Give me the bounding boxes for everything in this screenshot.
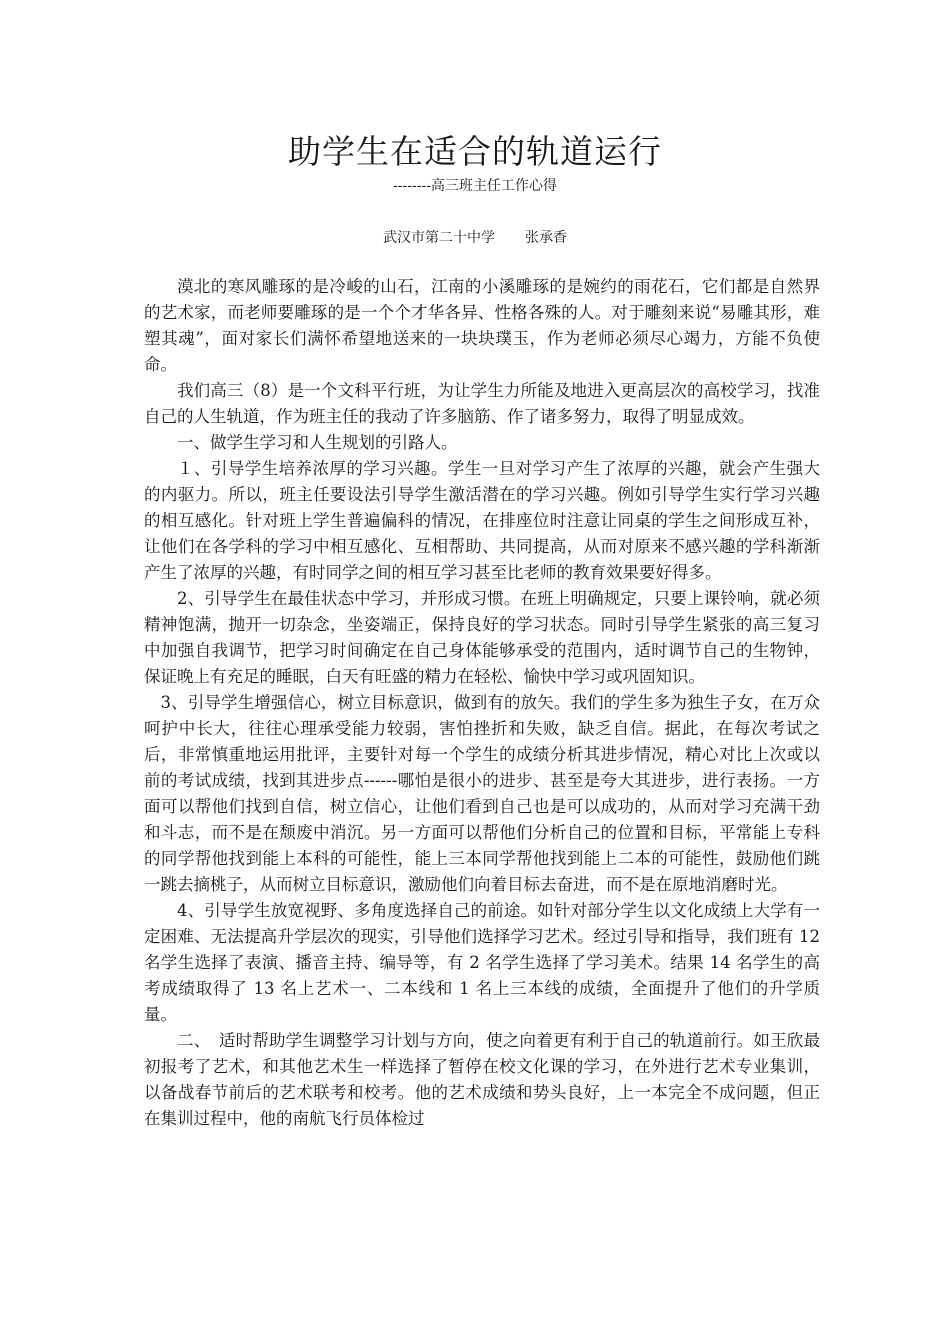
paragraph: 2、引导学生在最佳状态中学习，并形成习惯。在班上明确规定，只要上课铃响，就必须精神饱满，抛开一切杂念，坐姿端正，保持良好的学习状态。同时引导学生紧张的高三复习中加强自我调节，把学习时间确定在自己身体能够承受的范围内，适时调节自己的生物钟，保证晚上有充足的睡眠，白天有旺盛的精力在轻松、愉快中学习或巩固知识。 xyxy=(144,589,820,686)
paragraph: 二、 适时帮助学生调整学习计划与方向，使之向着更有利于自己的轨道前行。如王欣最初报考了艺术，和其他艺术生一样选择了暂停在校文化课的学习，在外进行艺术专业集训，以备战春节前后的艺术联考和校考。他的艺术成绩和势头良好，上一本完全不成问题，但正在集训过程中，他的南航飞行员体检过 xyxy=(144,1031,820,1128)
section-heading: 一、做学生学习和人生规划的引路人。 xyxy=(177,433,458,452)
paragraph: 3、引导学生增强信心，树立目标意识，做到有的放矢。我们的学生多为独生子女，在万众呵护中长大，往往心理承受能力较弱，害怕挫折和失败，缺乏自信。据此，在每次考试之后，非常慎重地运用批评，主要针对每一个学生的成绩分析其进步情况，精心对比上次或以前的考试成绩，找到其进步点------哪怕是很小的进步、甚至是夸大其进步，进行表扬。一方面可以帮他们找到自信，树立信心，让他们看到自己也是可以成功的，从而对学习充满干劲和斗志，而不是在颓废中消沉。另一方面可以帮他们分析自己的位置和目标，平常能上专科的同学帮他找到能上本科的可能性，能上三本同学帮他找到能上二本的可能性，鼓励他们跳一跳去摘桃子，从而树立目标意识，激励他们向着目标去奋进，而不是在原地消磨时光。 xyxy=(144,693,820,894)
document-title: 助学生在适合的轨道运行 xyxy=(288,132,662,171)
paragraph: 漠北的寒风雕琢的是冷峻的山石，江南的小溪雕琢的是婉约的雨花石，它们都是自然界的艺术家，而老师要雕琢的是一个个才华各异、性格各殊的人。对于雕刻来说“易雕其形，难塑其魂”，面对家长们满怀希望地送来的一块块璞玉，作为老师必须尽心竭力，方能不负使命。 xyxy=(144,277,820,374)
byline xyxy=(0,228,950,248)
author-name: 张承香 xyxy=(525,230,567,246)
document-body xyxy=(144,274,820,1132)
paragraph: 我们高三（8）是一个文科平行班，为让学生力所能及地进入更高层次的高校学习，找准自己的人生轨道，作为班主任的我动了许多脑筋、作了诸多努力，取得了明显成效。 xyxy=(144,381,820,426)
school-name: 武汉市第二十中学 xyxy=(383,230,495,246)
document-subtitle: --------高三班主任工作心得 xyxy=(393,178,557,194)
paragraph: 4、引导学生放宽视野、多角度选择自己的前途。如针对部分学生以文化成绩上大学有一定困难、无法提高升学层次的现实，引导他们选择学习艺术。经过引导和指导，我们班有 12 名学生选择了表演、播音主持、编导等，有 2 名学生选择了学习美术。结果 14 名学生的高考成绩取得了 13 名上艺术一、二本线和 1 名上三本线的成绩，全面提升了他们的升学质量。 xyxy=(144,901,820,1024)
paragraph: １、引导学生培养浓厚的学习兴趣。学生一旦对学习产生了浓厚的兴趣，就会产生强大的内驱力。所以，班主任要设法引导学生激活潜在的学习兴趣。例如引导学生实行学习兴趣的相互感化。针对班上学生普遍偏科的情况，在排座位时注意让同桌的学生之间形成互补，让他们在各学科的学习中相互感化、互相帮助、共同提高，从而对原来不感兴趣的学科渐渐产生了浓厚的兴趣，有时同学之间的相互学习甚至比老师的教育效果要好得多。 xyxy=(144,459,820,582)
